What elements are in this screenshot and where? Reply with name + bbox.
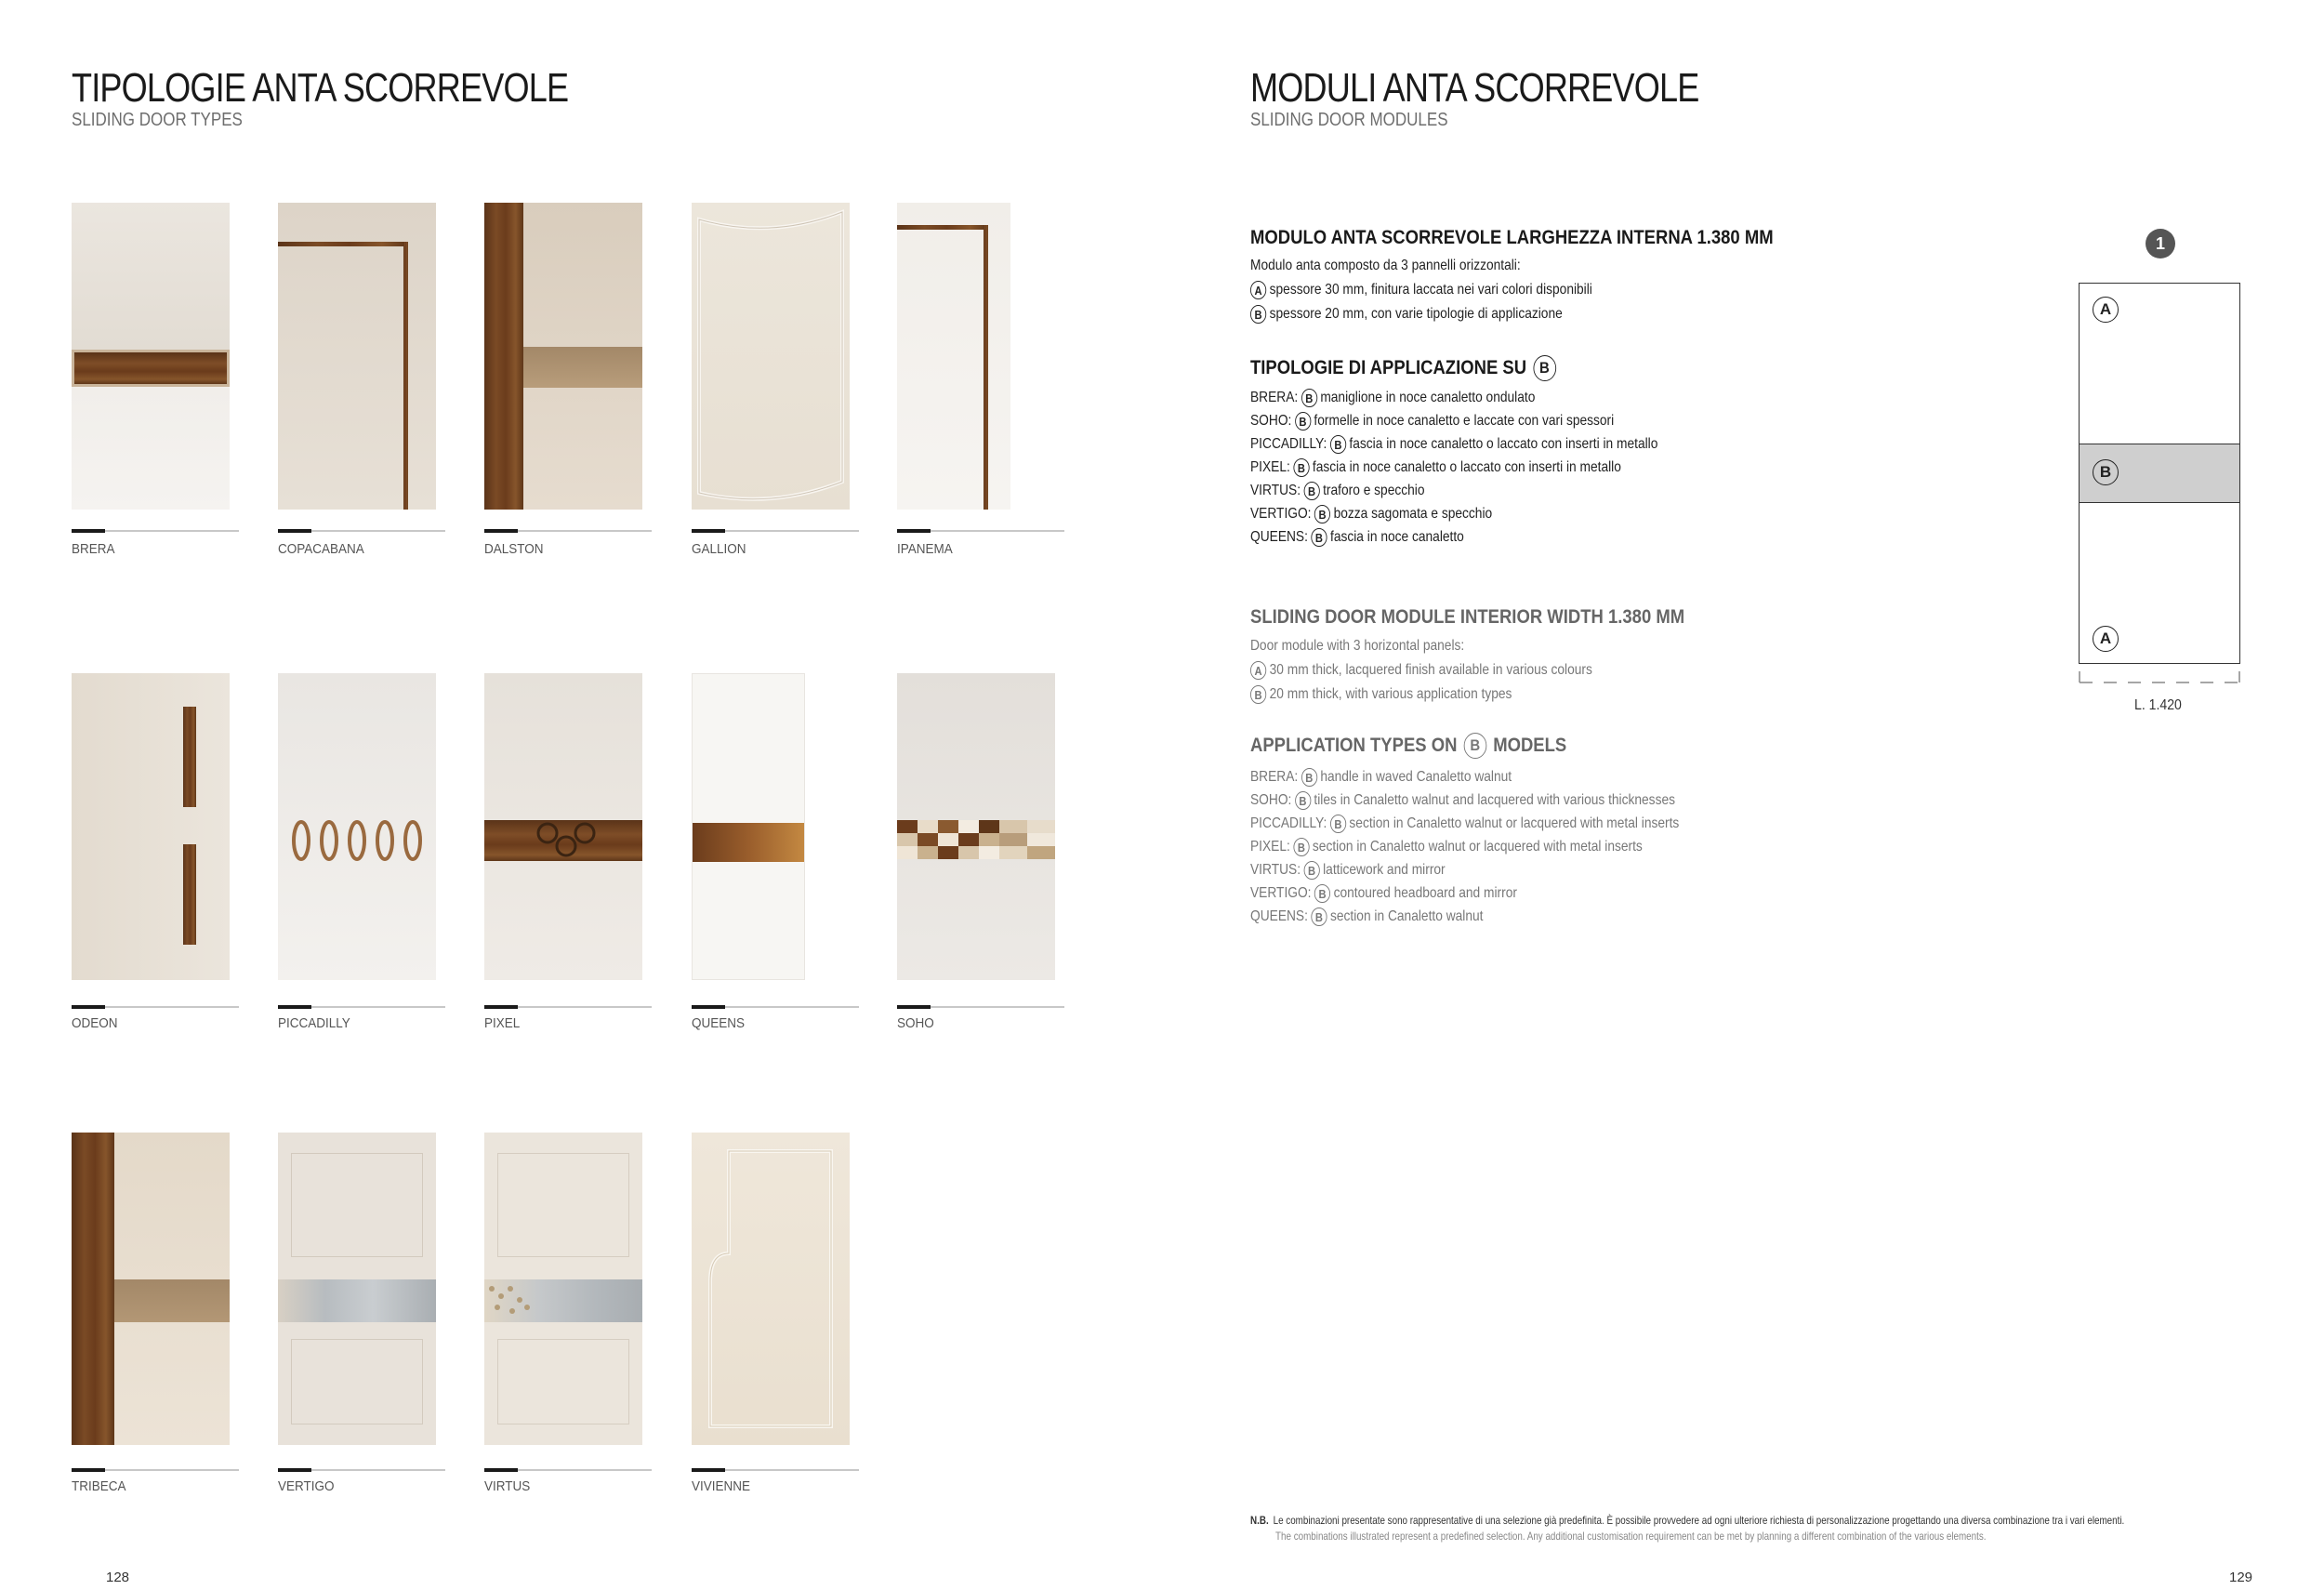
door-name: VERTIGO: [278, 1478, 335, 1494]
walnut-strip-top: [897, 225, 988, 230]
door-vertigo-image: [278, 1133, 436, 1445]
label-b-badge: B: [1295, 412, 1311, 431]
bronze-band: [114, 1279, 230, 1322]
door-dalston[interactable]: [484, 203, 652, 557]
type-model: SOHO:: [1250, 413, 1292, 429]
wave-frame: [692, 203, 850, 510]
label-b-badge: B: [1293, 458, 1309, 477]
door-dalston-image: [484, 203, 642, 510]
door-rule: [72, 530, 239, 532]
it-panel-a: [1250, 281, 1592, 299]
en-intro-text: Door module with 3 horizontal panels:: [1250, 638, 1465, 654]
en-panel-b: [1250, 685, 1512, 704]
door-tribeca[interactable]: [72, 1133, 239, 1494]
type-text: fascia in noce canaletto o laccato con inserti in metallo: [1312, 459, 1621, 475]
door-rule: [72, 1006, 239, 1008]
left-page-subtitle: SLIDING DOOR TYPES: [72, 110, 243, 130]
it-types-heading-text: TIPOLOGIE DI APPLICAZIONE SU: [1250, 357, 1527, 378]
left-page-number: 128: [106, 1570, 130, 1585]
en-types-heading-suffix: MODELS: [1493, 735, 1567, 756]
type-text: traforo e specchio: [1323, 483, 1425, 498]
en-type-row: [1250, 815, 1679, 833]
arched-frame: [692, 1133, 850, 1445]
door-virtus-image: [484, 1133, 642, 1445]
left-page-title: TIPOLOGIE ANTA SCORREVOLE: [72, 65, 569, 111]
note-en: The combinations illustrated represent a predefined selection. Any additional customisation requirement can be met by planning a different combination of the various elements.: [1275, 1530, 1987, 1543]
walnut-handle-top: [183, 707, 196, 807]
en-type-row: [1250, 861, 1446, 880]
door-rule: [278, 530, 445, 532]
metal-inserts: [484, 673, 642, 980]
en-heading: SLIDING DOOR MODULE INTERIOR WIDTH 1.380 MM: [1250, 606, 1685, 628]
door-piccadilly-image: [278, 673, 436, 980]
it-type-row: [1250, 389, 1535, 407]
label-b-badge: B: [1303, 482, 1319, 500]
type-model: PIXEL:: [1250, 459, 1290, 475]
bronze-band: [523, 347, 642, 388]
lower-panel-frame: [497, 1339, 629, 1424]
right-page-title: MODULI ANTA SCORREVOLE: [1250, 65, 1699, 111]
it-intro-text: Modulo anta composto da 3 pannelli orizzontali:: [1250, 258, 1521, 273]
door-rule: [484, 530, 652, 532]
it-intro: [1250, 258, 1521, 274]
type-text: section in Canaletto walnut: [1330, 908, 1484, 924]
type-text: formelle in noce canaletto e laccate con vari spessori: [1314, 413, 1615, 429]
door-name: PICCADILLY: [278, 1015, 350, 1031]
it-panel-b-text: spessore 20 mm, con varie tipologie di applicazione: [1269, 306, 1563, 322]
en-panel-a: [1250, 661, 1592, 680]
door-name: GALLION: [692, 541, 746, 557]
door-brera-image: [72, 203, 230, 510]
door-name: PIXEL: [484, 1015, 521, 1031]
walnut-strip-side: [403, 242, 408, 510]
label-b-badge: B: [1314, 505, 1330, 523]
upper-panel-frame: [291, 1153, 423, 1257]
door-name: IPANEMA: [897, 541, 953, 557]
en-panel-b-text: 20 mm thick, with various application types: [1269, 686, 1512, 702]
label-b-badge: B: [1250, 685, 1266, 704]
door-name: COPACABANA: [278, 541, 364, 557]
module-diagram: [2079, 283, 2240, 664]
walnut-strip-top: [278, 242, 408, 246]
door-vivienne-image: [692, 1133, 850, 1445]
module-number-badge: 1: [2146, 229, 2175, 258]
walnut-band: [693, 823, 805, 862]
en-types-heading-text: APPLICATION TYPES ON: [1250, 735, 1458, 756]
door-gallion[interactable]: [692, 203, 859, 557]
door-odeon[interactable]: [72, 673, 239, 1031]
en-type-row: [1250, 884, 1517, 903]
label-b-badge: B: [1250, 305, 1266, 324]
door-name: QUEENS: [692, 1015, 746, 1031]
door-name: VIRTUS: [484, 1478, 531, 1494]
door-copacabana[interactable]: [278, 203, 445, 557]
note-prefix: N.B.: [1250, 1514, 1269, 1527]
door-rule: [484, 1469, 652, 1471]
door-pixel[interactable]: [484, 673, 652, 1031]
panel-a-top-label: A: [2093, 297, 2119, 323]
door-vivienne[interactable]: [692, 1133, 859, 1494]
door-name: TRIBECA: [72, 1478, 126, 1494]
label-b-badge: B: [1330, 435, 1346, 454]
type-model: VERTIGO:: [1250, 885, 1312, 901]
type-text: fascia in noce canaletto o laccato con inserti in metallo: [1349, 436, 1658, 452]
label-a-badge: A: [1250, 661, 1266, 680]
door-odeon-image: [72, 673, 230, 980]
mirror-band: [278, 1279, 436, 1322]
panel-a-bottom-label: A: [2093, 626, 2119, 652]
type-model: VERTIGO:: [1250, 506, 1312, 522]
door-ipanema-image: [897, 203, 1010, 510]
label-b-badge: B: [1533, 355, 1556, 381]
door-rule: [692, 1006, 859, 1008]
note-it: [1250, 1514, 2124, 1527]
door-rule: [72, 1469, 239, 1471]
en-intro: [1250, 638, 1464, 655]
door-name: DALSTON: [484, 541, 544, 557]
walnut-strip-side: [984, 225, 988, 510]
panel-b: [2080, 444, 2239, 503]
it-type-row: [1250, 505, 1492, 523]
label-b-badge: B: [1330, 815, 1346, 833]
right-page-number: 129: [2229, 1570, 2253, 1585]
type-model: VIRTUS:: [1250, 483, 1301, 498]
door-soho-image: [897, 673, 1055, 980]
door-brera[interactable]: [72, 203, 239, 557]
it-heading: MODULO ANTA SCORREVOLE LARGHEZZA INTERNA 1.380 MM: [1250, 227, 1774, 248]
type-model: VIRTUS:: [1250, 862, 1301, 878]
door-virtus[interactable]: [484, 1133, 652, 1494]
en-type-row: [1250, 791, 1675, 810]
walnut-handle-bottom: [183, 844, 196, 945]
latticework: [484, 1279, 540, 1322]
right-page-subtitle: SLIDING DOOR MODULES: [1250, 110, 1448, 130]
tile-pattern: [897, 673, 1055, 980]
it-panel-b: [1250, 305, 1563, 324]
door-name: VIVIENNE: [692, 1478, 751, 1494]
door-rule: [692, 1469, 859, 1471]
it-types-heading: [1250, 355, 1556, 381]
en-type-row: [1250, 838, 1643, 856]
type-text: section in Canaletto walnut or lacquered with metal inserts: [1349, 815, 1680, 831]
width-dimension-label: L. 1.420: [2134, 697, 2182, 713]
door-vertigo[interactable]: [278, 1133, 445, 1494]
walnut-vertical-band: [72, 1133, 114, 1445]
it-type-row: [1250, 482, 1424, 500]
door-queens[interactable]: [692, 673, 859, 1031]
lower-panel-frame: [291, 1339, 423, 1424]
type-model: BRERA:: [1250, 390, 1299, 405]
door-rule: [278, 1469, 445, 1471]
door-name: BRERA: [72, 541, 115, 557]
label-b-badge: B: [1301, 389, 1317, 407]
door-rule: [897, 1006, 1064, 1008]
type-model: QUEENS:: [1250, 908, 1308, 924]
door-name: SOHO: [897, 1015, 934, 1031]
type-text: tiles in Canaletto walnut and lacquered with various thicknesses: [1314, 792, 1675, 808]
type-text: fascia in noce canaletto: [1330, 529, 1464, 545]
label-b-badge: B: [1314, 884, 1330, 903]
door-queens-image: [692, 673, 805, 980]
door-rule: [278, 1006, 445, 1008]
door-rule: [897, 530, 1064, 532]
door-name: ODEON: [72, 1015, 118, 1031]
door-ipanema[interactable]: [897, 203, 1064, 557]
type-model: BRERA:: [1250, 769, 1299, 785]
type-text: handle in waved Canaletto walnut: [1320, 769, 1512, 785]
width-dimension-line: [2079, 671, 2240, 684]
door-soho[interactable]: [897, 673, 1064, 1031]
oval-inserts: [278, 673, 436, 980]
upper-panel-frame: [497, 1153, 629, 1257]
it-type-row: [1250, 528, 1464, 547]
label-b-badge: B: [1301, 768, 1317, 787]
door-rule: [484, 1006, 652, 1008]
door-copacabana-image: [278, 203, 436, 510]
en-types-heading: [1250, 733, 1566, 759]
type-text: latticework and mirror: [1323, 862, 1446, 878]
label-b-badge: B: [1464, 733, 1487, 759]
type-model: PICCADILLY:: [1250, 815, 1327, 831]
en-type-row: [1250, 768, 1512, 787]
label-b-badge: B: [1293, 838, 1309, 856]
label-b-badge: B: [1311, 908, 1327, 926]
door-piccadilly[interactable]: [278, 673, 445, 1031]
door-rule: [692, 530, 859, 532]
door-gallion-image: [692, 203, 850, 510]
type-model: SOHO:: [1250, 792, 1292, 808]
it-type-row: [1250, 435, 1657, 454]
door-pixel-image: [484, 673, 642, 980]
label-b-badge: B: [1311, 528, 1327, 547]
walnut-vertical-band: [484, 203, 523, 510]
en-panel-a-text: 30 mm thick, lacquered finish available in various colours: [1269, 662, 1592, 678]
type-text: section in Canaletto walnut or lacquered with metal inserts: [1312, 839, 1643, 855]
label-b-badge: B: [1295, 791, 1311, 810]
it-type-row: [1250, 458, 1621, 477]
note-it-text: Le combinazioni presentate sono rappresentative di una selezione già predefinita. È possibile provvedere ad ogni ulteriore richiesta di personalizzazione progettando una diversa combinazione tra i vari elementi.: [1273, 1514, 2125, 1527]
type-model: QUEENS:: [1250, 529, 1308, 545]
type-model: PIXEL:: [1250, 839, 1290, 855]
it-panel-a-text: spessore 30 mm, finitura laccata nei vari colori disponibili: [1269, 282, 1592, 298]
it-type-row: [1250, 412, 1614, 431]
en-type-row: [1250, 908, 1483, 926]
type-text: bozza sagomata e specchio: [1333, 506, 1493, 522]
type-text: contoured headboard and mirror: [1333, 885, 1517, 901]
panel-b-label: B: [2093, 459, 2119, 485]
label-b-badge: B: [1303, 861, 1319, 880]
label-a-badge: A: [1250, 281, 1266, 299]
walnut-handle: [72, 350, 230, 387]
type-model: PICCADILLY:: [1250, 436, 1327, 452]
door-tribeca-image: [72, 1133, 230, 1445]
type-text: maniglione in noce canaletto ondulato: [1320, 390, 1536, 405]
